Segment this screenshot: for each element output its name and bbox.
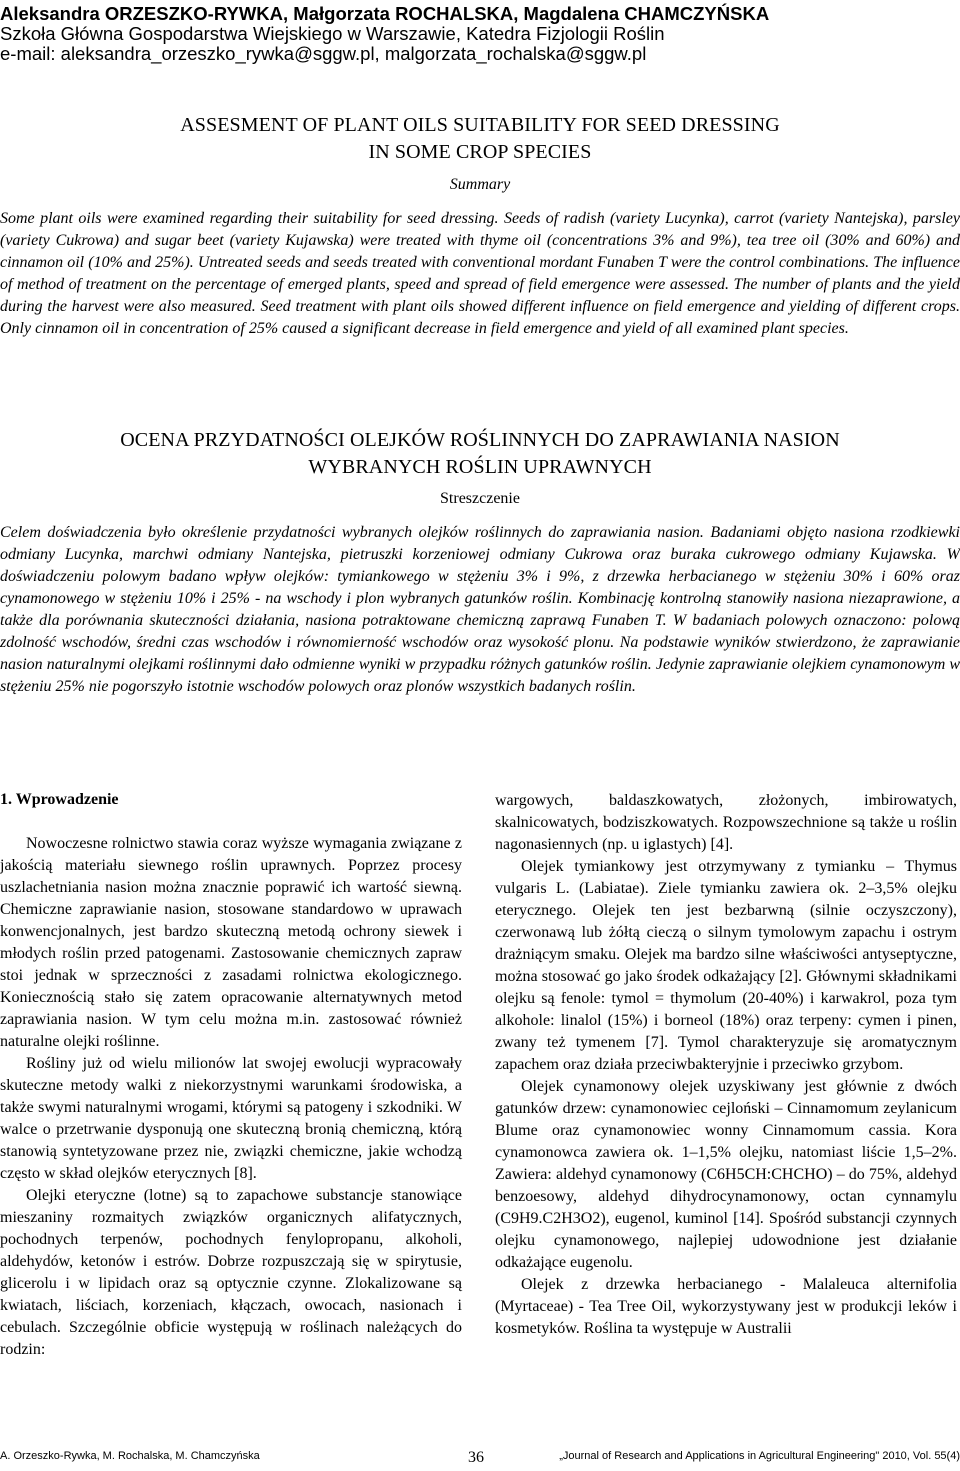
streszczenie-heading: Streszczenie — [440, 490, 520, 507]
paragraph: wargowych, baldaszkowatych, złożonych, imbirowatych, skalnicowatych, bodziszkowatych. Rozpowszechnione są także u roślin nagonasiennych (np. u iglastych) [4]. — [495, 792, 957, 853]
english-summary: Some plant oils were examined regarding their suitability for seed dressing. Seeds of radish (variety Lucynka), carrot (variety Nantejska), parsley (variety Cukrowa) and sugar beet (variety Kujawska) were treated with thyme oil (concentrations 3% and 9%), tea tree oil (30% and 60%) and cinnamon oil (10% and 25%). Untreated seeds and seeds treated with conventional mordant Funaben T were the control combinations. The influence of method of treatment on the percentage of emerged plants, speed and spread of field emergence were assessed. The number of plants and the yield during the harvest were also measured. Seed treatment with plant oils showed different influence on field emergence and yielding of different crops. Only cinnamon oil in concentration of 25% caused a significant decrease in field emergence and yield of all examined plant species. — [0, 210, 960, 337]
paragraph: Olejek cynamonowy olejek uzyskiwany jest głównie z dwóch gatunków drzew: cynamonowiec cejloński – Cinnamomum zeylanicum Blume oraz cynamonowiec wonny Cinnamomum cassia. Kora cynamonowca zawiera ok. 1–1,5% olejku, natomiast liście 1,5–2%. Zawiera: aldehyd cynamonowy (C6H5CH:CHCHO) – do 75%, aldehyd benzoesowy, aldehyd dihydrocynamonowy, octan cynnamylu (C9H9.C2H3O2), eugenol, kuminol [14]. Spośród substancji czynnych olejku cynamonowego, najlepiej udowodnione jest działanie odkażające eugenolu. — [495, 1078, 957, 1271]
summary-heading: Summary — [449, 176, 511, 193]
english-title — [0, 112, 960, 166]
polish-title-line-1: OCENA PRZYDATNOŚCI OLEJKÓW ROŚLINNYCH DO ZAPRAWIANIA NASION — [120, 429, 840, 451]
email-line: e-mail: aleksandra_orzeszko_rywka@sggw.pl, malgorzata_rochalska@sggw.pl — [0, 43, 647, 64]
authors: Aleksandra ORZESZKO-RYWKA, Małgorzata ROCHALSKA, Magdalena CHAMCZYŃSKA — [0, 3, 770, 24]
right-column — [495, 790, 957, 1340]
paragraph: Olejki eteryczne (lotne) są to zapachowe substancje stanowiące mieszaniny rozmaitych związków organicznych alifatycznych, pochodnych terpenów, pochodnych fenylopropanu, alkoholi, aldehydów, ketonów i estrów. Dobrze rozpuszczają się w spirytusie, glicerolu i w lipidach oraz są optycznie czynne. Zlokalizowane są kwiatach, liściach, korzeniach, kłączach, owocach, nasionach i cebulach. Szczególnie obficie występują w roślinach należących do rodzin: — [0, 1187, 462, 1358]
affiliation: Szkoła Główna Gospodarstwa Wiejskiego w Warszawie, Katedra Fizjologii Roślin — [0, 23, 665, 44]
polish-summary: Celem doświadczenia było określenie przydatności wybranych olejków roślinnych do zaprawiania nasion. Badaniami objęto nasiona rzodkiewki odmiany Lucynka, marchwi odmiany Nantejska, pietruszki korzeniowej odmiany Cukrowa oraz buraka cukrowego odmiany Kujawska. W doświadczeniu polowym badano wpływ olejków: tymiankowego w stężeniu 3% i 9%, z drzewka herbacianego w stężeniu 30% i 60% oraz cynamonowego w stężeniu 10% i 25% - na wschody i plon wybranych gatunków roślin. Kombinację kontrolną stanowiły nasiona niezaprawione, a także dla porównania skuteczności działania, nasiona potraktowane chemiczną zaprawą Funaben T. W badaniach polowych oznaczono: polową zdolność wschodów, średni czas wschodów i równomierność wschodów oraz wysokość plonu. Na podstawie wyników stwierdzono, że zaprawianie nasion naturalnymi olejkami roślinnymi dało odmienne wyniki w przypadku różnych gatunków roślin. Jedynie zaprawianie olejkiem cynamonowym w stężeniu 25% nie pogorszyło istotnie wschodów polowych oraz plonów wszystkich badanych roślin. — [0, 524, 960, 695]
polish-title — [0, 427, 960, 481]
paragraph: Rośliny już od wielu milionów lat swojej ewolucji wypracowały skuteczne metody walki z niekorzystnymi warunkami środowiska, a także swymi naturalnymi wrogami, którymi są patogeny i szkodniki. W walce o przetrwanie dysponują one skuteczną bronią chemiczną, którą stanowią syntetyzowane przez nie, związki chemiczne, jakie wchodzą często w skład olejków eterycznych [8]. — [0, 1055, 462, 1182]
page-number: 36 — [468, 1449, 484, 1466]
section-heading: 1. Wprowadzenie — [0, 791, 119, 808]
paragraph: Olejek tymiankowy jest otrzymywany z tymianku – Thymus vulgaris L. (Labiatae). Ziele tymianku zawiera ok. 2–3,5% olejku eterycznego. Olejek ten jest bezbarwną (silnie oczyszczony), czerwonawą lub żółtą cieczą o silnym tymolowym zapachu i ostrym drażniącym smaku. Olejek ma bardzo silne właściwości antyseptyczne, można stosować go jako środek odkażający [2]. Głównymi składnikami olejku są fenole: tymol = thymolum (20-40%) i karwakrol, poza tym alkohole: linalol (15%) i borneol (18%) oraz terpeny: cymen i pinen, zwany też tymenem [7]. Tymol charakteryzuje się aromatycznym zapachem oraz działa przeciwbakteryjnie i przeciwko grzybom. — [495, 858, 957, 1073]
footer-authors: A. Orzeszko-Rywka, M. Rochalska, M. Chamczyńska — [0, 1450, 260, 1462]
left-column — [0, 833, 462, 1361]
paper-header — [0, 4, 960, 64]
paragraph: Olejek z drzewka herbacianego - Malaleuca alternifolia (Myrtaceae) - Tea Tree Oil, wykorzystywany jest w produkcji leków i kosmetyków. Roślina ta występuje w Australii — [495, 1276, 957, 1337]
polish-title-line-2: WYBRANYCH ROŚLIN UPRAWNYCH — [308, 456, 652, 478]
paragraph: Nowoczesne rolnictwo stawia coraz wyższe wymagania związane z jakością materiału siewnego roślin uprawnych. Poprzez procesy uszlachetniania nasion można znacznie poprawić ich wartość siewną. Chemiczne zaprawianie nasion, stosowane standardowo w uprawach konwencjonalnych, jest bardzo skuteczną metodą ochrony siewek i młodych roślin przed patogenami. Zastosowanie chemicznych zapraw stoi jednak w sprzeczności z zasadami rolnictwa ekologicznego. Koniecznością stało się zatem opracowanie alternatywnych metod zaprawiania nasion. W tym celu można m.in. zastosować również naturalne olejki roślinne. — [0, 835, 462, 1050]
english-title-line-1: ASSESMENT OF PLANT OILS SUITABILITY FOR SEED DRESSING — [180, 114, 780, 136]
footer-journal: „Journal of Research and Applications in Agricultural Engineering" 2010, Vol. 55(4) — [559, 1450, 960, 1462]
english-title-line-2: IN SOME CROP SPECIES — [368, 141, 592, 163]
